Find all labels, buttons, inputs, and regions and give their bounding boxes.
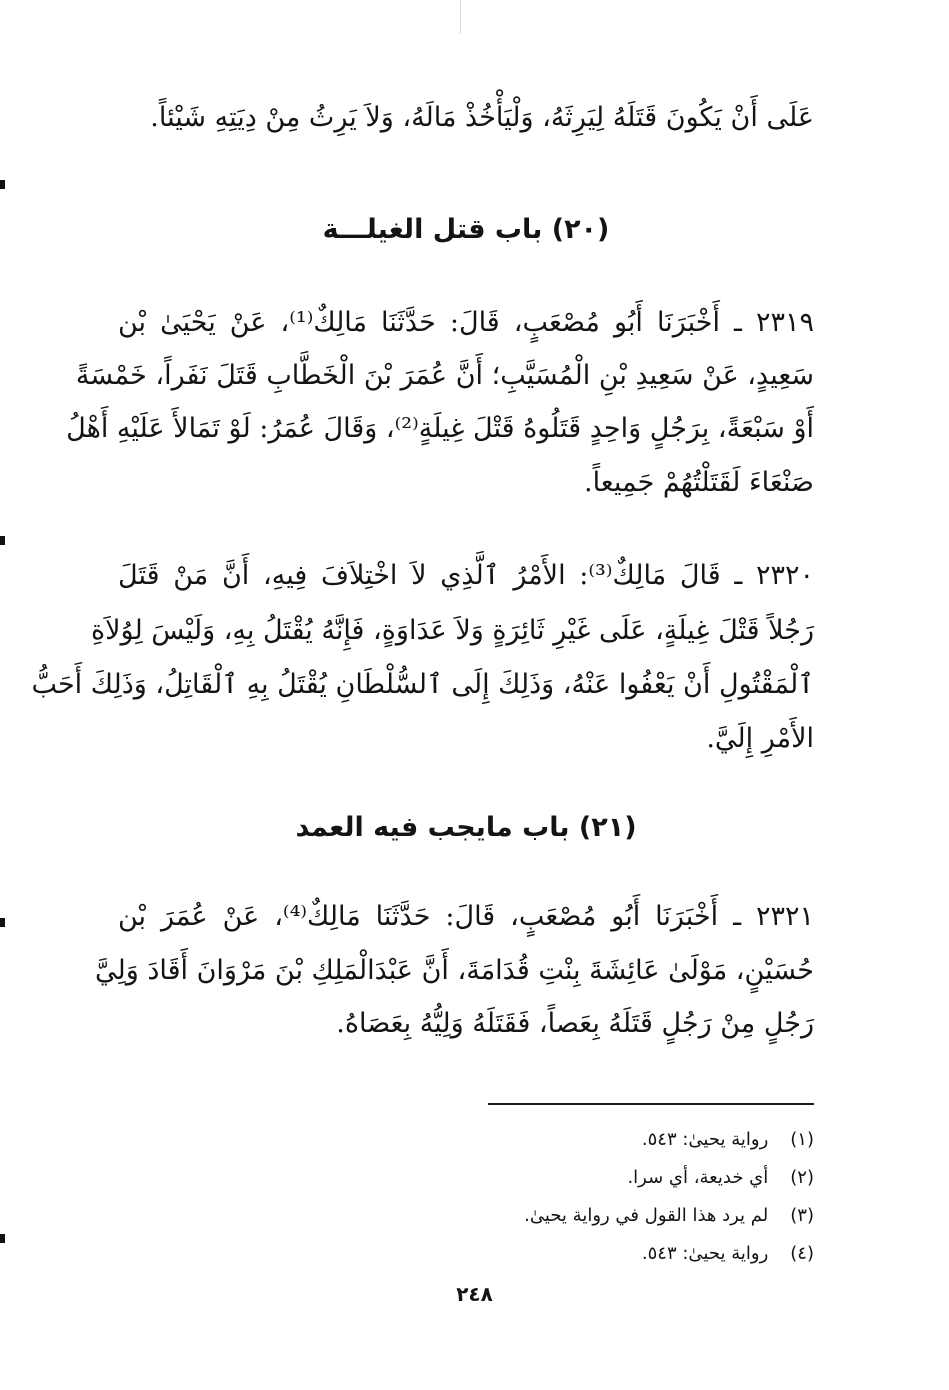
paragraph-line: حُسَيْنٍ، مَوْلَىٰ عَائِشَةَ بِنْتِ قُدَامَةَ، أَنَّ عَبْدَالْمَلِكِ بْنَ مَرْوَانَ أَقَادَ وَلِيَّ	[95, 955, 814, 986]
footnote-text: أي خديعة، أي سرا.	[627, 1167, 769, 1188]
footnote-number: (٢)	[790, 1167, 814, 1188]
margin-mark	[0, 180, 5, 189]
margin-mark	[0, 536, 5, 545]
footnote-text: رواية يحيىٰ: ٥٤٣.	[641, 1243, 769, 1264]
paragraph-line: ٢٣١٩ ـ أَخْبَرَنَا أَبُو مُصْعَبٍ، قَالَ: حَدَّثَنَا مَالِكٌ⁽¹⁾، عَنْ يَحْيَىٰ بْن	[118, 307, 814, 338]
paragraph-line: ٢٣٢١ ـ أَخْبَرَنَا أَبُو مُصْعَبٍ، قَالَ: حَدَّثَنَا مَالِكٌ⁽⁴⁾، عَنْ عُمَرَ بْن	[118, 901, 814, 932]
section-heading-21: (٢١) باب مايجب فيه العمد	[295, 812, 637, 843]
footnote-text: لم يرد هذا القول في رواية يحيىٰ.	[524, 1205, 769, 1226]
footnote-number: (١)	[790, 1129, 814, 1150]
margin-mark	[0, 918, 5, 927]
scan-artifact	[454, 0, 461, 34]
footnote-number: (٤)	[790, 1243, 814, 1264]
paragraph-line: صَنْعَاءَ لَقَتَلْتُهُمْ جَمِيعاً.	[583, 467, 814, 498]
paragraph-line: ٢٣٢٠ ـ قَالَ مَالِكٌ⁽³⁾: الأَمْرُ ٱلَّذِي لاَ اخْتِلاَفَ فِيهِ، أَنَّ مَنْ قَتَلَ	[118, 560, 814, 591]
section-heading-20: (٢٠) باب قتل الغيلـــة	[322, 214, 610, 245]
margin-mark	[0, 1234, 5, 1243]
footnote-text: رواية يحيىٰ: ٥٤٣.	[641, 1129, 769, 1150]
page-number: ٢٤٨	[456, 1282, 493, 1306]
paragraph-line: ٱلْمَقْتُولِ أَنْ يَعْفُوا عَنْهُ، وَذَلِكَ إِلَى ٱلسُّلْطَانِ يُقْتَلُ بِهِ ٱلْقَاتِلُ، وَذَلِكَ أَحَبُّ	[31, 669, 814, 700]
footnote-number: (٣)	[790, 1205, 814, 1226]
paragraph-line: سَعِيدٍ، عَنْ سَعِيدِ بْنِ الْمُسَيَّبِ؛ أَنَّ عُمَرَ بْنَ الْخَطَّابِ قَتَلَ نَفَراً، خَمْسَةً	[75, 360, 814, 391]
footnote-2	[420, 1164, 814, 1192]
paragraph-line: أَوْ سَبْعَةً، بِرَجُلٍ وَاحِدٍ قَتَلُوهُ قَتْلَ غِيلَةٍ⁽²⁾، وَقَالَ عُمَرُ: لَوْ تَمَالأَ عَلَيْهِ أَهْلُ	[66, 413, 814, 444]
footnote-3	[420, 1202, 814, 1230]
paragraph-line: رَجُلاً قَتْلَ غِيلَةٍ، عَلَى غَيْرِ ثَائِرَةٍ وَلاَ عَدَاوَةٍ، فَإِنَّهُ يُقْتَلُ بِهِ، وَلَيْسَ لِوُلاَةِ	[90, 615, 814, 646]
footnote-1	[420, 1126, 814, 1154]
paragraph-line: رَجُلٍ مِنْ رَجُلٍ قَتَلَهُ بِعَصاً، فَقَتَلَهُ وَلِيُّهُ بِعَصَاهُ.	[336, 1008, 814, 1039]
footnote-separator	[488, 1103, 814, 1105]
footnote-4	[420, 1240, 814, 1268]
intro-line: عَلَى أَنْ يَكُونَ قَتَلَهُ لِيَرِثَهُ، وَلْيَأْخُذْ مَالَهُ، وَلاَ يَرِثُ مِنْ دِيَتِهِ شَيْئاً.	[150, 102, 814, 133]
paragraph-line: الأَمْرِ إِلَيَّ.	[706, 723, 814, 754]
